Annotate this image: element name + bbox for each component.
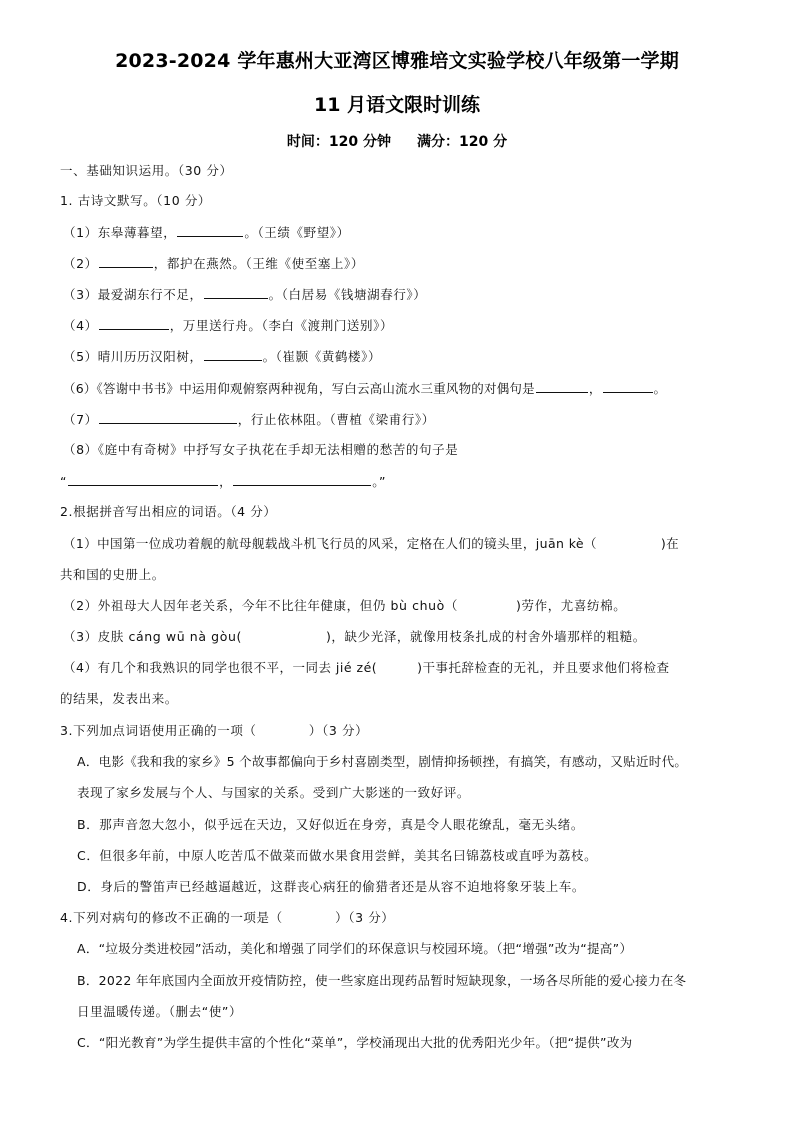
section-heading: 一、基础知识运用。（30 分） <box>60 163 233 178</box>
q1-item-8-answer-line: “ ， 。” <box>60 474 387 489</box>
q2-item-1: （1）中国第一位成功着舰的航母舰载战斗机飞行员的风采，定格在人们的镜头里，juān kè（ )在 <box>63 536 680 551</box>
q1-item-4: （4） ，万里送行舟。（李白《渡荆门送别》） <box>63 318 394 333</box>
time-label: 时间：120 分钟 <box>286 134 391 150</box>
q3-option-b[interactable]: B．那声音忽大忽小，似乎远在天边，又好似近在身旁，真是令人眼花缭乱，毫无头绪。 <box>77 817 584 832</box>
q3-option-d[interactable]: D．身后的警笛声已经越逼越近，这群丧心病狂的偷猎者还是从容不迫地将象牙装上车。 <box>77 879 586 894</box>
q3-option-c[interactable]: C．但很多年前，中原人吃苦瓜不做菜而做水果食用尝鲜，美其名曰锦荔枝或直呼为荔枝。 <box>77 848 598 863</box>
q2-item-3: （3）皮肤 cáng wū nà gòu( )，缺少光泽，就像用枝条扎成的村舍外墙那样的粗糙。 <box>63 629 646 644</box>
q1-item-3: （3）最爱湖东行不足， 。（白居易《钱塘湖春行》） <box>63 287 427 302</box>
question-4-heading: 4.下列对病句的修改不正确的一项是（ ）（3 分） <box>60 910 395 925</box>
answer-blank[interactable] <box>204 285 268 299</box>
q3-option-a[interactable]: A．电影《我和我的家乡》5 个故事都偏向于乡村喜剧类型，剧情抑扬顿挫，有搞笑，有感动，又贴近时代。 <box>77 754 688 769</box>
q1-item-1: （1）东皋薄暮望， 。（王绩《野望》） <box>63 225 350 240</box>
q4-option-a[interactable]: A．“垃圾分类进校园”活动，美化和增强了同学们的环保意识与校园环境。（把“增强”改为“提高”） <box>77 941 633 956</box>
answer-blank[interactable] <box>177 223 243 237</box>
answer-blank[interactable] <box>536 379 588 393</box>
question-3-heading: 3.下列加点词语使用正确的一项（ ）（3 分） <box>60 723 369 738</box>
exam-subtitle: 11 月语文限时训练 <box>313 94 481 116</box>
q2-item-4-cont: 的结果，发表出来。 <box>60 691 178 706</box>
q4-option-c[interactable]: C．“阳光教育”为学生提供丰富的个性化“菜单”，学校涌现出大批的优秀阳光少年。（把“提供”改为 <box>77 1035 633 1050</box>
q1-item-8: （8）《庭中有奇树》中抒写女子执花在手却无法相赠的愁苦的句子是 <box>63 442 459 457</box>
answer-blank[interactable] <box>99 316 169 330</box>
answer-blank[interactable] <box>204 347 262 361</box>
answer-blank[interactable] <box>99 410 237 424</box>
question-1-heading: 1. 古诗文默写。（10 分） <box>60 193 212 208</box>
exam-meta <box>0 131 794 151</box>
q1-item-5: （5）晴川历历汉阳树， 。（崔颢《黄鹤楼》） <box>63 349 382 364</box>
score-label: 满分：120 分 <box>417 134 508 150</box>
question-2-heading: 2.根据拼音写出相应的词语。（4 分） <box>60 504 277 519</box>
q4-option-b-cont: 日里温暖传递。（删去“使”） <box>77 1004 243 1019</box>
q4-option-b[interactable]: B．2022 年年底国内全面放开疫情防控，使一些家庭出现药品暂时短缺现象，一场各尽所能的爱心接力在冬 <box>77 973 687 988</box>
answer-blank[interactable] <box>603 379 653 393</box>
answer-blank[interactable] <box>233 472 371 486</box>
exam-title: 2023-2024 学年惠州大亚湾区博雅培文实验学校八年级第一学期 <box>115 50 679 72</box>
answer-blank[interactable] <box>99 254 153 268</box>
q2-item-4: （4）有几个和我熟识的同学也很不平，一同去 jié zé( )干事托辞检查的无礼，并且要求他们将检查 <box>63 660 670 675</box>
answer-blank[interactable] <box>68 472 218 486</box>
q1-item-7: （7） ，行止依林阻。（曹植《梁甫行》） <box>63 412 435 427</box>
q1-item-6: （6）《答谢中书书》中运用仰观俯察两种视角，写白云高山流水三重风物的对偶句是 ， 。 <box>63 381 667 396</box>
q2-item-2: （2）外祖母大人因年老关系，今年不比往年健康，但仍 bù chuò（ )劳作，尤喜纺棉。 <box>63 598 627 613</box>
q2-item-1-cont: 共和国的史册上。 <box>60 567 165 582</box>
q3-option-a-cont: 表现了家乡发展与个人、与国家的关系。受到广大影迷的一致好评。 <box>77 785 471 800</box>
q1-item-2: （2） ，都护在燕然。（王维《使至塞上》） <box>63 256 364 271</box>
